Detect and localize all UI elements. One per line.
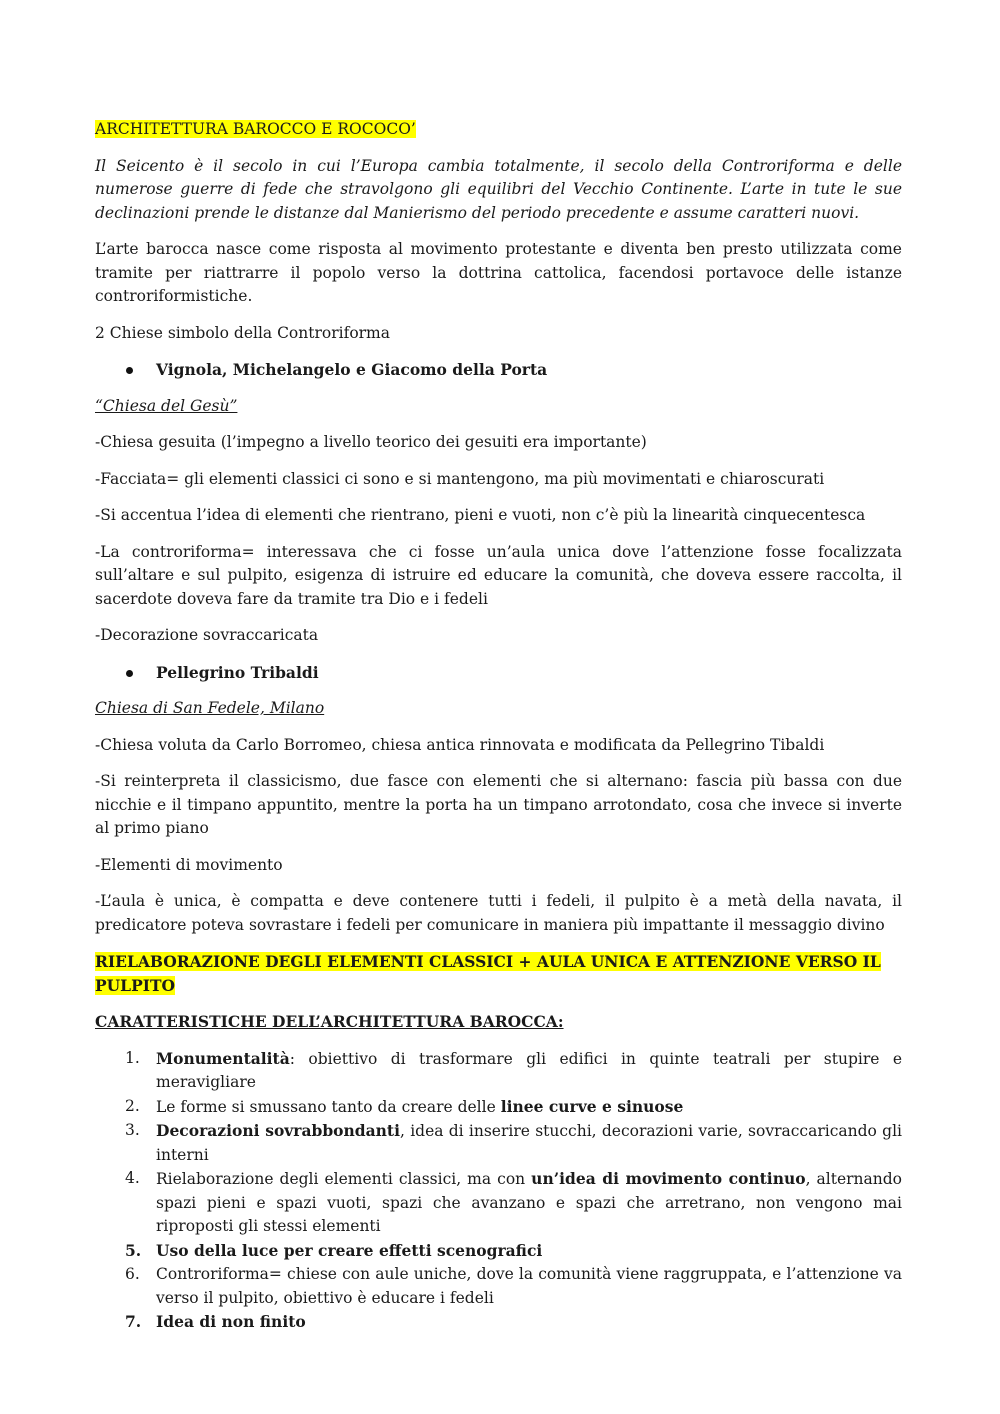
- features-list: [95, 1047, 902, 1335]
- gesu-line: -Decorazione sovraccaricata: [95, 626, 319, 644]
- church-title-gesu: “Chiesa del Gesù”: [95, 396, 238, 415]
- gesu-line: -Chiesa gesuita (l’impegno a livello teorico dei gesuiti era importante): [95, 433, 647, 451]
- feature-item: 3. Decorazioni sovrabbondanti, idea di inserire stucchi, decorazioni varie, sovraccaricando gli interni: [125, 1121, 902, 1164]
- gesu-line: -Facciata= gli elementi classici ci sono e si mantengono, ma più movimentati e chiaroscurati: [95, 469, 825, 488]
- bullet-label: Vignola, Michelangelo e Giacomo della Porta: [156, 360, 548, 379]
- intro-paragraph: Il Seicento è il secolo in cui l’Europa cambia totalmente, il secolo della Controriforma e delle numerose guerre di fede che stravolgono gli equilibri del Vecchio Continente. L’arte in tute le sue declinazioni prende le distanze dal Manierismo del periodo precedente e assume caratteri nuovi.: [95, 156, 902, 222]
- san-fedele-line: -Chiesa voluta da Carlo Borromeo, chiesa antica rinnovata e modificata da Pellegrino Tibaldi: [95, 735, 825, 754]
- bullet-dot-icon: [126, 670, 133, 677]
- summary-highlight: RIELABORAZIONE DEGLI ELEMENTI CLASSICI + AULA UNICA E ATTENZIONE VERSO IL PULPITO: [95, 952, 881, 995]
- paragraph-two-churches: 2 Chiese simbolo della Controriforma: [95, 323, 390, 342]
- feature-item: 5. Uso della luce per creare effetti scenografici: [125, 1240, 543, 1260]
- document-title: ARCHITETTURA BAROCCO E ROCOCO’: [95, 120, 416, 138]
- feature-item: 6. Controriforma= chiese con aule uniche, dove la comunità viene raggruppata, e l’attenzione va verso il pulpito, obiettivo è educare i fedeli: [125, 1265, 902, 1307]
- san-fedele-line: -Si reinterpreta il classicismo, due fasce con elementi che si alternano: fascia più bassa con due nicchie e il timpano appuntito, mentre la porta ha un timpano arrotondato, cosa che invece si inverte al primo piano: [95, 772, 902, 837]
- feature-item: 2. Le forme si smussano tanto da creare delle linee curve e sinuose: [125, 1096, 684, 1116]
- feature-item: 4. Rielaborazione degli elementi classici, ma con un’idea di movimento continuo, alternando spazi pieni e spazi vuoti, spazi che avanzano e spazi che arretrano, non vengono mai riproposti gli stessi elementi: [125, 1169, 902, 1235]
- san-fedele-line: -Elementi di movimento: [95, 855, 283, 874]
- bullet-architect-tribaldi: [95, 661, 902, 685]
- paragraph-baroque-origin: L’arte barocca nasce come risposta al movimento protestante e diventa ben presto utilizzata come tramite per riattrarre il popolo verso la dottrina cattolica, facendosi portavoce delle istanze controriformistiche.: [95, 240, 902, 305]
- bullet-architects-gesu: [95, 358, 902, 382]
- feature-item: 1. Monumentalità: obiettivo di trasformare gli edifici in quinte teatrali per stupire e meravigliare: [125, 1048, 902, 1091]
- bullet-label: Pellegrino Tribaldi: [156, 662, 319, 682]
- document-page: [95, 118, 902, 1335]
- feature-item: 7. Idea di non finito: [125, 1312, 306, 1331]
- church-title-san-fedele: Chiesa di San Fedele, Milano: [95, 699, 325, 717]
- san-fedele-line: -L’aula è unica, è compatta e deve contenere tutti i fedeli, il pulpito è a metà della navata, il predicatore poteva sovrastare i fedeli per comunicare in maniera più impattante il messaggio divino: [95, 892, 902, 934]
- gesu-line: -La controriforma= interessava che ci fosse un’aula unica dove l’attenzione fosse focalizzata sull’altare e sul pulpito, esigenza di istruire ed educare la comunità, che doveva essere raccolta, il sacerdote doveva fare da tramite tra Dio e i fedeli: [95, 542, 902, 608]
- bullet-dot-icon: [126, 367, 133, 374]
- gesu-line: -Si accentua l’idea di elementi che rientrano, pieni e vuoti, non c’è più la linearità cinquecentesca: [95, 506, 866, 524]
- features-heading: CARATTERISTICHE DELL’ARCHITETTURA BAROCCA:: [95, 1012, 564, 1031]
